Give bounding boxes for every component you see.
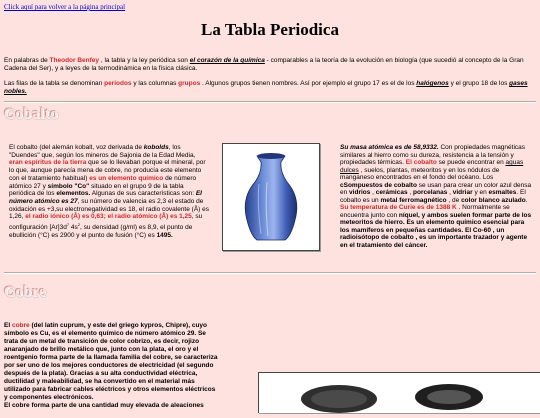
text: , su configuración [Ar]3d [9, 213, 203, 232]
text: situado en el grupo 9 de la tabla periódica de los [9, 182, 184, 198]
red-highlight: el radio iónico (Å) es 0,63; el radio atómico (Å) es 1,25 [25, 213, 192, 221]
curie-highlight: Su temperatura de Curie es de 1388 K [340, 204, 457, 211]
text: , [447, 189, 453, 196]
text: . [525, 196, 528, 204]
material-highlight: porcelanas [413, 189, 448, 196]
back-to-home-link[interactable]: Click aquí para volver a la página principal [4, 3, 126, 11]
intro-paragraph-1 [4, 57, 534, 73]
atomic-mass-highlight: Su masa atómica es de 58,9332. [340, 144, 439, 151]
metal-highlight: metal ferromagnético [380, 196, 447, 204]
text: - comparables a la teoría de la evolución en biología (que sucedió al concepto de la Gran Cadena del Ser), y a leyes de la termodinámica en la física clásica. [4, 57, 524, 72]
kobolds-highlight: kobolds [143, 144, 169, 151]
grupos-highlight: grupos [178, 80, 201, 87]
text: y el grupo 18 de los [448, 80, 510, 87]
text: , [370, 189, 376, 196]
intro-paragraph-2 [4, 80, 534, 96]
superscript: 7 [66, 222, 70, 228]
phrase-highlight: el corazón de la química [189, 57, 265, 64]
text: . Normalmente se encuentra junto con [340, 204, 510, 219]
name-highlight: Theodor Benfey [49, 57, 100, 64]
red-highlight: El cobalto [405, 159, 437, 166]
text: , su densidad (g/ml) es 8,9, el punto de ebullición (°C) es 2900 y el punto de fusión (°C) es [9, 224, 193, 239]
halogenos-highlight: halógenos [416, 80, 449, 87]
elementos-highlight: elementos. [56, 190, 91, 198]
text: El [4, 322, 12, 329]
text: que se lo llevaban porque el mineral, por lo que, aunque parecía mena de cobre, no producía este elemento con el tratamiento habitual) [9, 159, 206, 182]
text: Con propiedades magnéticas similares al hierro como su dureza, resistencia a la tensión y propiedades térmicas. [340, 144, 526, 166]
atomic-number-highlight: El número atómico es 27 [9, 190, 202, 205]
text: y las columnas [131, 80, 179, 87]
text: . El cobalto es un [340, 189, 526, 204]
cobalto-right-text [340, 144, 534, 249]
text: . Algunos grupos tienen nombres. Así por ejemplo el grupo 17 es el de los [200, 80, 417, 87]
text: En palabras de [4, 57, 50, 64]
fusion-point-highlight: 1495. [156, 231, 173, 239]
vase-icon [223, 144, 319, 250]
text: , [407, 189, 414, 196]
red-highlight: cobre [11, 322, 30, 329]
red-highlight: eran espíritus de la tierra [9, 159, 87, 167]
text: se puede encontrar en [436, 159, 506, 166]
text: Algunas de sus características son: [90, 190, 196, 198]
color-highlight: color blanco azulado [461, 196, 526, 204]
section-heading-cobre: Cobre [4, 284, 47, 300]
material-highlight: vidriar [452, 189, 473, 196]
divider [4, 272, 536, 274]
copper-image [258, 372, 540, 413]
cobalt-vase-image [222, 143, 320, 251]
text: El cobre forma parte de una cantidad muy elevada de aleaciones [4, 402, 204, 409]
symbol-highlight: símbolo "Co" [47, 182, 90, 190]
text: El cobalto (del alemán kobalt, voz derivada de [9, 144, 144, 151]
text: , suelos, plantas, meteoritos y en los nódulos de manganeso encontrados en el fondo del océano. Los [340, 166, 500, 181]
material-highlight: cerámicas [375, 189, 408, 196]
superscript: 2 [77, 222, 80, 228]
copper-coil-icon [259, 373, 540, 413]
material-highlight: vidrios [349, 189, 371, 196]
compounds-highlight: cSompuestos de cobalto [340, 181, 417, 189]
section-heading-cobalto: Cobalto [4, 106, 59, 122]
text: y en [472, 189, 489, 196]
nickel-highlight: níquel, y ambos suelen formar parte de los meteoritos de hierro. Es un elemento químico esencial para los mamíferos en pequeñas cantidades. El Co-60 , un radioisótopo de cobalto , es un importante trazador y agente en el tratamiento del cáncer. [340, 211, 532, 249]
text: , la tabla y la ley periódica son [99, 57, 190, 64]
gases-highlight: gases nobles. [4, 80, 528, 95]
red-highlight: es un elemento químico [89, 174, 164, 182]
divider [4, 101, 536, 103]
periodos-highlight: periodos [104, 80, 132, 87]
cobalto-left-text [9, 144, 209, 240]
text: Las filas de la tabla se denominan [4, 80, 105, 87]
text: 4s [69, 224, 78, 232]
text: se usan para crear un color azul densa en [340, 181, 532, 196]
material-highlight: esmaltes [488, 189, 517, 196]
aguas-link[interactable]: aguas dulces [340, 159, 524, 174]
cobre-text [4, 322, 220, 410]
text: , de [446, 196, 462, 204]
text: (del latín cuprum, y este del griego kypros, Chipre), cuyo símbolo es Cu, es el elemento químico de número atómico 29. Se trata de un metal de transición de color cobrizo, es decir, rojizo anaranjado de brillo metálico que, junto con la plata, el oro y el roentgenio forma parte de la llamada familia del cobre, se caracteriza por ser uno de los mejores conductores de electricidad (el segundo después de la plata). Gracias a su alta conductividad eléctrica, ductilidad y maleabilidad, se ha convertido en el material más utilizado para fabricar cables eléctricos y otros elementos eléctricos y componentes electrónicos. [4, 322, 218, 401]
text: , su número de valencia es 2,3 el estado de oxidación es +3,su electronegatividad es 18, el radio covalente (Å) es 1,26, [9, 197, 209, 221]
page-title: La Tabla Periodica [201, 20, 339, 39]
text: de número atómico 27 y [9, 174, 197, 190]
text: , los "Duendes" que, según los mineros de Sajonia de la Edad Media, [9, 144, 196, 159]
